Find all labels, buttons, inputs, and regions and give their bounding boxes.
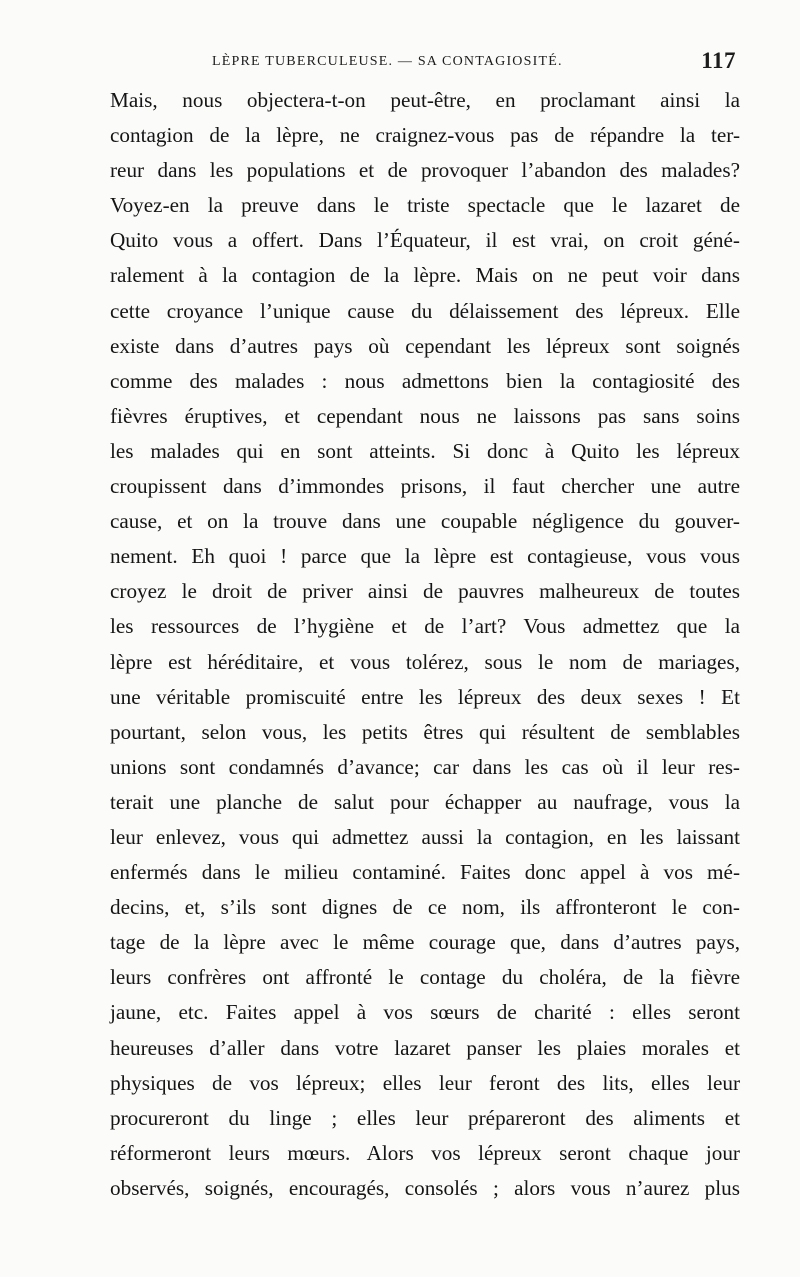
text-line: lèpre est héréditaire, et vous tolérez, sous le nom de mariages, [110, 649, 740, 674]
text-line: jaune, etc. Faites appel à vos sœurs de charité : elles seront [110, 1000, 740, 1025]
page-header [110, 48, 740, 78]
text-line: contagion de la lèpre, ne craignez-vous pas de répandre la ter- [110, 123, 740, 148]
text-line: les ressources de l’hygiène et de l’art? Vous admettez que la [110, 614, 740, 639]
text-line: observés, soignés, encouragés, consolés ; alors vous n’aurez plus [110, 1175, 740, 1200]
text-line: heureuses d’aller dans votre lazaret panser les plaies morales et [110, 1035, 740, 1060]
text-line: unions sont condamnés d’avance; car dans les cas où il leur res- [110, 754, 740, 779]
text-line: reur dans les populations et de provoquer l’abandon des malades? [110, 158, 740, 183]
text-line: terait une planche de salut pour échapper au naufrage, vous la [110, 789, 740, 814]
running-title: LÈPRE TUBERCULEUSE. — SA CONTAGIOSITÉ. [212, 54, 563, 69]
text-line: croyez le droit de priver ainsi de pauvres malheureux de toutes [110, 579, 740, 604]
text-line: une véritable promiscuité entre les lépreux des deux sexes ! Et [110, 684, 740, 709]
text-line: pourtant, selon vous, les petits êtres qui résultent de semblables [110, 719, 740, 744]
page-number: 117 [701, 48, 736, 73]
text-line: Mais, nous objectera-t-on peut-être, en proclamant ainsi la [110, 88, 740, 112]
text-line: tage de la lèpre avec le même courage que, dans d’autres pays, [110, 930, 740, 955]
text-line: leurs confrères ont affronté le contage du choléra, de la fièvre [110, 965, 740, 990]
text-line: procureront du linge ; elles leur prépareront des aliments et [110, 1105, 740, 1130]
text-line: Quito vous a offert. Dans l’Équateur, il est vrai, on croit géné- [110, 228, 740, 253]
text-line: decins, et, s’ils sont dignes de ce nom, ils affronteront le con- [110, 895, 740, 920]
text-line: cause, et on la trouve dans une coupable négligence du gouver- [110, 509, 740, 534]
text-line: enfermés dans le milieu contaminé. Faites donc appel à vos mé- [110, 860, 740, 885]
text-line: leur enlevez, vous qui admettez aussi la contagion, en les laissant [110, 824, 740, 849]
text-line: croupissent dans d’immondes prisons, il faut chercher une autre [110, 474, 740, 499]
text-line: Voyez-en la preuve dans le triste spectacle que le lazaret de [110, 193, 740, 218]
text-line: réformeront leurs mœurs. Alors vos lépreux seront chaque jour [110, 1140, 740, 1165]
text-line: comme des malades : nous admettons bien la contagiosité des [110, 368, 740, 393]
text-line: existe dans d’autres pays où cependant les lépreux sont soignés [110, 333, 740, 358]
text-line: fièvres éruptives, et cependant nous ne laissons pas sans soins [110, 403, 740, 428]
text-line: physiques de vos lépreux; elles leur feront des lits, elles leur [110, 1070, 740, 1095]
text-line: les malades qui en sont atteints. Si donc à Quito les lépreux [110, 438, 740, 463]
body-text [110, 83, 740, 1206]
text-line: cette croyance l’unique cause du délaissement des lépreux. Elle [110, 298, 740, 323]
text-line: nement. Eh quoi ! parce que la lèpre est contagieuse, vous vous [110, 544, 740, 569]
text-line: ralement à la contagion de la lèpre. Mais on ne peut voir dans [110, 263, 740, 288]
